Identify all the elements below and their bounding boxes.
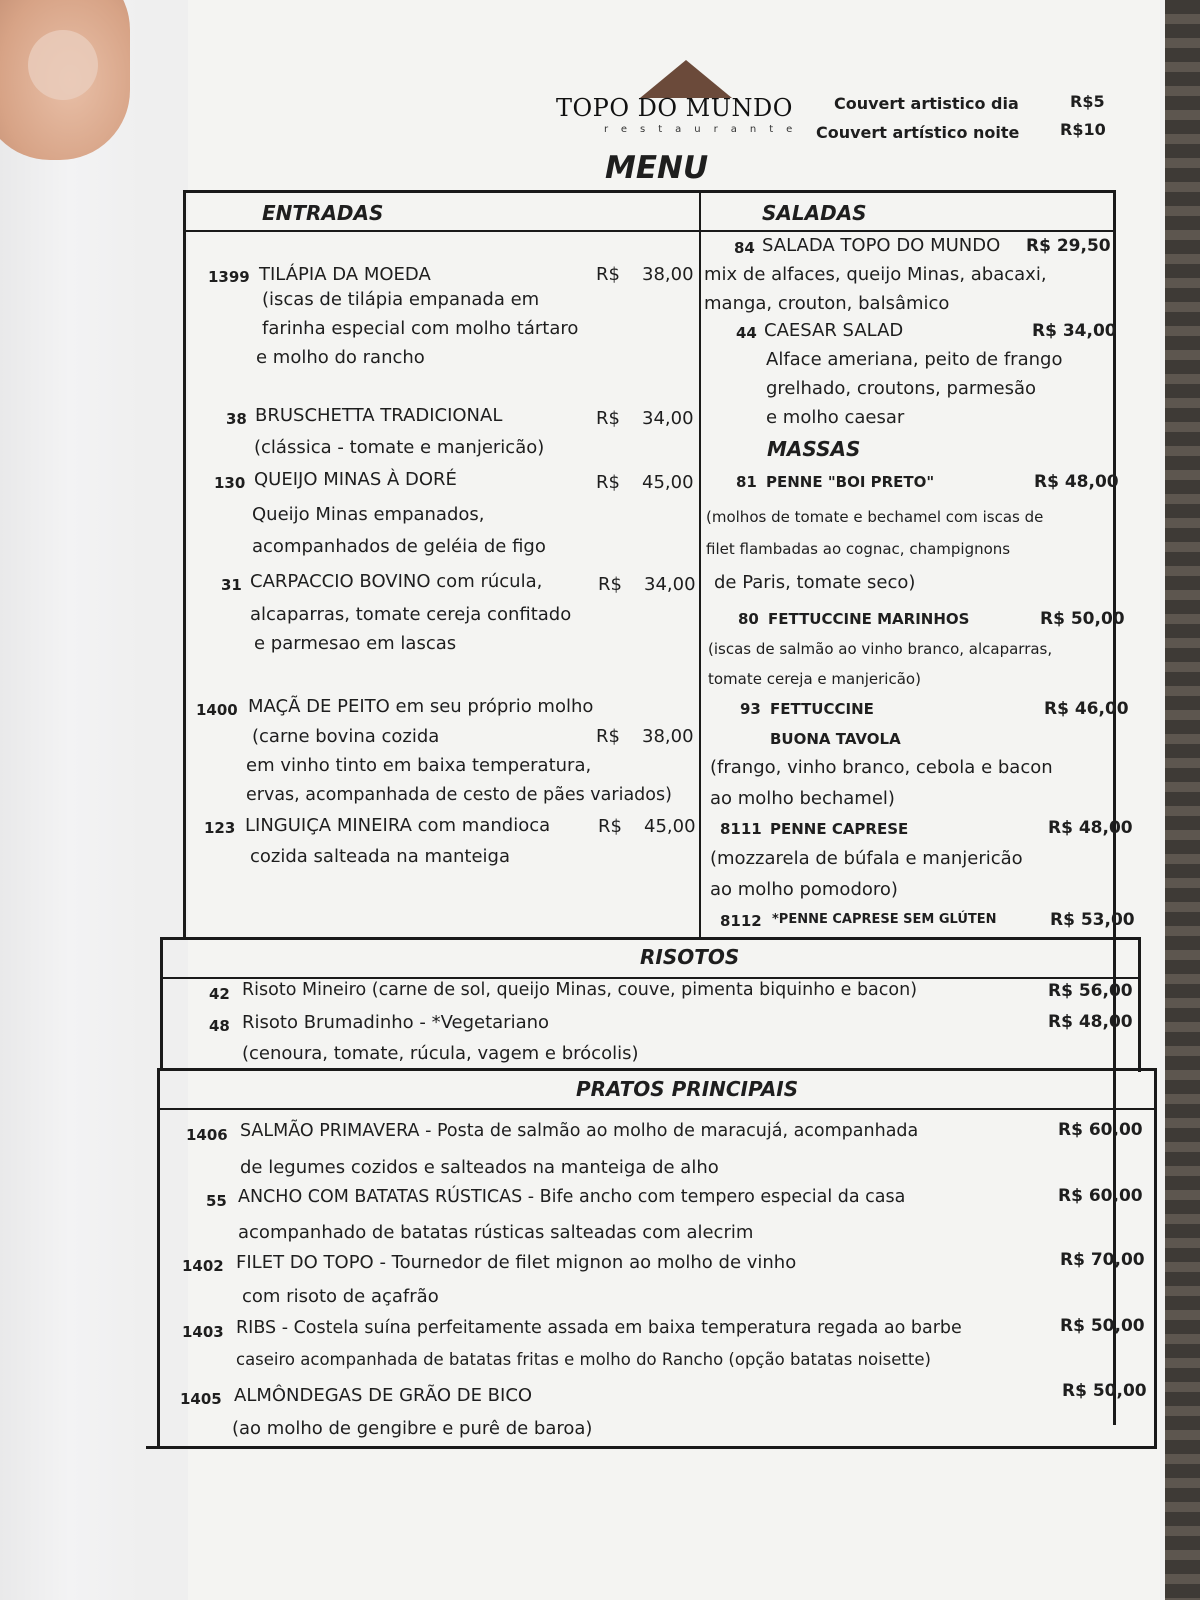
item-name: TILÁPIA DA MOEDA [259, 264, 431, 285]
item-code: 1406 [186, 1126, 228, 1144]
item-code: 123 [204, 819, 236, 837]
item-line2: com risoto de açafrão [242, 1286, 439, 1307]
item-desc: tomate cereja e manjericão) [708, 670, 921, 688]
item-name: PENNE CAPRESE [770, 820, 909, 838]
item-desc: ao molho bechamel) [710, 788, 895, 809]
entradas-heading: ENTRADAS [262, 201, 384, 225]
table-border-right [1113, 190, 1116, 1425]
item-desc: ao molho pomodoro) [710, 879, 898, 900]
table-background [1165, 0, 1200, 1600]
item-price: R$ 50,00 [1062, 1381, 1147, 1401]
item-code: 8111 [720, 820, 762, 838]
item-code: 1399 [208, 268, 250, 286]
item-code: 84 [734, 239, 755, 257]
couvert-day-price: R$5 [1070, 92, 1105, 111]
couvert-night-label: Couvert artístico noite [816, 123, 1020, 142]
item-price: 45,00 [642, 472, 694, 493]
item-desc: cozida salteada na manteiga [250, 846, 511, 867]
item-code: 55 [206, 1192, 227, 1210]
risotos-heading: RISOTOS [640, 945, 740, 969]
pratos-heading: PRATOS PRINCIPAIS [576, 1077, 799, 1101]
pratos-header-divider [157, 1108, 1157, 1110]
item-desc: Alface ameriana, peito de frango [766, 349, 1063, 370]
item-desc: e molho do rancho [256, 347, 425, 368]
item-name: SALADA TOPO DO MUNDO [762, 235, 1001, 256]
item-price: 45,00 [644, 816, 696, 837]
item-name: CARPACCIO BOVINO com rúcula, [250, 571, 543, 592]
item-name: CAESAR SALAD [764, 320, 904, 341]
risotos-border-top [160, 937, 1140, 940]
item-price: R$ 53,00 [1050, 910, 1135, 930]
item-desc: (molhos de tomate e bechamel com iscas de [706, 508, 1044, 526]
item-desc: e parmesao em lascas [254, 633, 457, 654]
column-divider [699, 190, 701, 940]
pratos-border-left [157, 1068, 160, 1448]
item-name: QUEIJO MINAS À DORÉ [254, 469, 457, 490]
item-desc: acompanhados de geléia de figo [252, 536, 546, 557]
table-border-top [183, 190, 1116, 193]
item-line1: RIBS - Costela suína perfeitamente assada em baixa temperatura regada ao barbe [236, 1318, 962, 1338]
table-border-bottom [146, 1446, 1157, 1449]
item-code: 93 [740, 700, 761, 718]
item-desc: (iscas de salmão ao vinho branco, alcaparras, [708, 640, 1053, 658]
item-name: Risoto Brumadinho - *Vegetariano [242, 1012, 550, 1033]
item-code: 1405 [180, 1390, 222, 1408]
thumb [0, 0, 130, 160]
item-desc: (cenoura, tomate, rúcula, vagem e brócolis) [242, 1043, 639, 1064]
item-desc: de Paris, tomate seco) [714, 572, 916, 593]
table-border-left [183, 190, 186, 940]
currency: R$ [598, 816, 622, 837]
couvert-day-label: Couvert artistico dia [834, 94, 1019, 113]
item-code: 8112 [720, 912, 762, 930]
item-code: 44 [736, 324, 757, 342]
item-name: BRUSCHETTA TRADICIONAL [255, 405, 503, 426]
item-price: R$ 48,00 [1048, 818, 1133, 838]
item-price: R$ 50,00 [1040, 609, 1125, 629]
item-code: 42 [209, 985, 230, 1003]
item-name: *PENNE CAPRESE SEM GLÚTEN [772, 912, 997, 927]
item-price: 34,00 [644, 574, 696, 595]
item-line1: FILET DO TOPO - Tournedor de filet mignon ao molho de vinho [236, 1252, 797, 1273]
item-desc: (mozzarela de búfala e manjericão [710, 848, 1023, 869]
item-name: PENNE "BOI PRETO" [766, 473, 935, 491]
item-desc: em vinho tinto em baixa temperatura, [246, 755, 592, 776]
currency: R$ [596, 264, 620, 285]
currency: R$ [596, 408, 620, 429]
item-desc: (clássica - tomate e manjericão) [254, 437, 545, 458]
item-desc: mix de alfaces, queijo Minas, abacaxi, [704, 264, 1047, 285]
restaurant-logo [556, 60, 816, 160]
item-line1: ALMÔNDEGAS DE GRÃO DE BICO [234, 1385, 533, 1406]
item-price: R$ 50,00 [1060, 1316, 1145, 1336]
item-name-line2: BUONA TAVOLA [770, 730, 901, 748]
item-desc: ervas, acompanhada de cesto de pães variados) [246, 785, 672, 805]
item-desc: Queijo Minas empanados, [252, 504, 485, 525]
item-desc: farinha especial com molho tártaro [262, 318, 579, 339]
item-price: R$ 29,50 [1026, 236, 1111, 256]
item-code: 81 [736, 473, 757, 491]
item-code: 80 [738, 610, 759, 628]
item-line2: caseiro acompanhada de batatas fritas e molho do Rancho (opção batatas noisette) [236, 1350, 931, 1369]
item-desc: filet flambadas ao cognac, champignons [706, 540, 1011, 558]
item-price: R$ 60,00 [1058, 1120, 1143, 1140]
item-price: 38,00 [642, 726, 694, 747]
pratos-border-right [1154, 1068, 1157, 1448]
mountain-icon [640, 60, 732, 98]
massas-heading: MASSAS [767, 437, 861, 461]
item-price: 38,00 [642, 264, 694, 285]
item-desc: grelhado, croutons, parmesão [766, 378, 1037, 399]
item-code: 130 [214, 474, 246, 492]
item-line2: (ao molho de gengibre e purê de baroa) [232, 1418, 593, 1439]
item-desc: (iscas de tilápia empanada em [262, 289, 540, 310]
item-desc: alcaparras, tomate cereja confitado [250, 604, 572, 625]
risotos-border-right [1138, 937, 1141, 1072]
item-code: 48 [209, 1017, 230, 1035]
item-line1: SALMÃO PRIMAVERA - Posta de salmão ao molho de maracujá, acompanhada [240, 1121, 919, 1141]
item-desc: (carne bovina cozida [252, 726, 440, 747]
couvert-night-price: R$10 [1060, 120, 1106, 139]
item-line2: acompanhado de batatas rústicas salteadas com alecrim [238, 1222, 754, 1243]
currency: R$ [596, 472, 620, 493]
item-name: MAÇÃ DE PEITO em seu próprio molho [248, 696, 594, 717]
item-code: 38 [226, 410, 247, 428]
header-divider [183, 230, 1116, 232]
currency: R$ [596, 726, 620, 747]
item-price: R$ 60,00 [1058, 1186, 1143, 1206]
item-code: 1402 [182, 1257, 224, 1275]
item-price: 34,00 [642, 408, 694, 429]
menu-title: MENU [605, 150, 709, 186]
logo-subtitle: restaurante [604, 124, 806, 135]
item-code: 1403 [182, 1323, 224, 1341]
saladas-heading: SALADAS [762, 201, 867, 225]
item-price: R$ 48,00 [1034, 472, 1119, 492]
item-desc: manga, crouton, balsâmico [704, 293, 950, 314]
item-desc: e molho caesar [766, 407, 905, 428]
currency: R$ [598, 574, 622, 595]
item-code: 1400 [196, 701, 238, 719]
item-price: R$ 46,00 [1044, 699, 1129, 719]
item-name: FETTUCCINE MARINHOS [768, 610, 970, 628]
thumbnail [28, 30, 98, 100]
item-name: LINGUIÇA MINEIRA com mandioca [245, 815, 551, 836]
item-code: 31 [221, 576, 242, 594]
item-price: R$ 70,00 [1060, 1250, 1145, 1270]
item-price: R$ 34,00 [1032, 321, 1117, 341]
pratos-border-top [157, 1068, 1157, 1071]
item-name: Risoto Mineiro (carne de sol, queijo Minas, couve, pimenta biquinho e bacon) [242, 980, 918, 1000]
item-name: FETTUCCINE [770, 700, 874, 718]
risotos-header-divider [160, 977, 1140, 979]
item-price: R$ 56,00 [1048, 981, 1133, 1001]
item-line1: ANCHO COM BATATAS RÚSTICAS - Bife ancho com tempero especial da casa [238, 1187, 906, 1207]
item-price: R$ 48,00 [1048, 1012, 1133, 1032]
item-desc: (frango, vinho branco, cebola e bacon [710, 757, 1053, 778]
item-line2: de legumes cozidos e salteados na manteiga de alho [240, 1157, 719, 1178]
risotos-border-left [160, 940, 163, 1070]
logo-name: TOPO DO MUNDO [556, 94, 793, 122]
